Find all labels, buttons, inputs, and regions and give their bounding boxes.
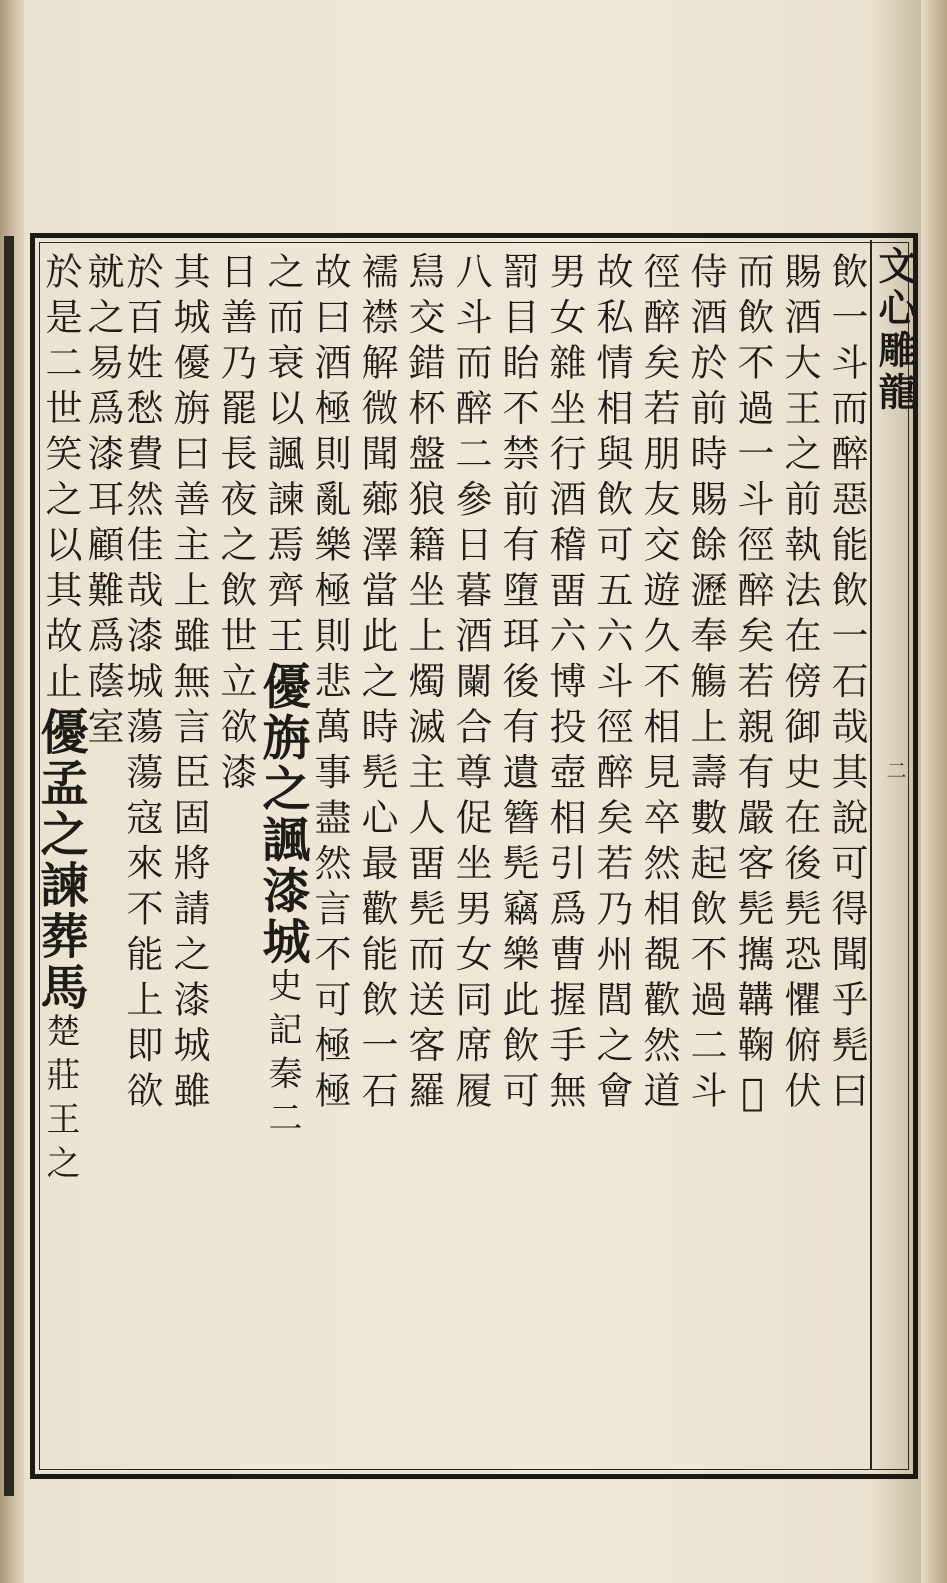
column-text: 之而衰以諷諫焉齊王 — [261, 252, 304, 662]
text-column-11: 襦襟解微聞薌澤當此之時髡心最歡能飲一石 — [355, 252, 398, 1117]
source-note: 楚莊王之 — [40, 1013, 80, 1189]
text-column-7: 男女雜坐行酒稽畱六博投壺相引爲曹握手無 — [543, 252, 586, 1117]
column-text: 於是二世笑之以其故止 — [39, 252, 82, 707]
text-column-3: 而飲不過一斗徑醉矣若親有嚴客髡𢹂韝鞠𦣰 — [731, 252, 774, 1123]
section-heading: 優孟之諫葬馬 — [32, 707, 88, 1013]
text-column-10: 舃交錯杯盤狼籍坐上燭滅主人畱髡而送客羅 — [402, 252, 445, 1117]
text-column-15: 其城優旃曰善主上雖無言臣固將請之漆城雖 — [167, 252, 210, 1117]
text-column-9: 八斗而醉二參日暮酒闌合尊促坐男女同席履 — [449, 252, 492, 1117]
text-column-17: 就之易爲漆耳顧難爲蔭室 — [81, 252, 124, 753]
text-column-8: 罰目眙不禁前有墮珥後有遺簪髡竊樂此飲可 — [496, 252, 539, 1117]
text-column-16: 於百姓愁費然佳哉漆城蕩蕩寇來不能上即欲 — [120, 252, 163, 1117]
running-header — [870, 240, 917, 1470]
text-column-1: 飲一斗而醉惡能飲一石哉其說可得聞乎髡曰 — [825, 252, 868, 1117]
volume-number: 二 — [883, 760, 907, 780]
book-title: 文心雕龍 — [872, 246, 917, 414]
text-column-12: 故曰酒極則亂樂極則悲萬事盡然言不可極極 — [308, 252, 351, 1117]
text-column-13 — [254, 252, 310, 1467]
text-column-4: 侍酒於前時賜餘瀝奉觴上壽數起飲不過二斗 — [684, 252, 727, 1117]
page-edge — [921, 0, 947, 1583]
previous-page-edge — [4, 236, 14, 1496]
text-column-2: 賜酒大王之前執法在傍御史在後髡恐懼俯伏 — [778, 252, 821, 1117]
text-column-14: 日善乃罷長夜之飲世立欲漆 — [214, 252, 257, 798]
text-column-5: 徑醉矣若朋友交遊久不相見卒然相覩歡然道 — [637, 252, 680, 1117]
text-column-6: 故私情相與飲可五六斗徑醉矣若乃州閭之會 — [590, 252, 633, 1117]
section-heading: 優旃之諷漆城 — [254, 661, 310, 968]
source-note: 史記秦二 — [262, 967, 302, 1144]
text-column-18 — [32, 252, 88, 1467]
